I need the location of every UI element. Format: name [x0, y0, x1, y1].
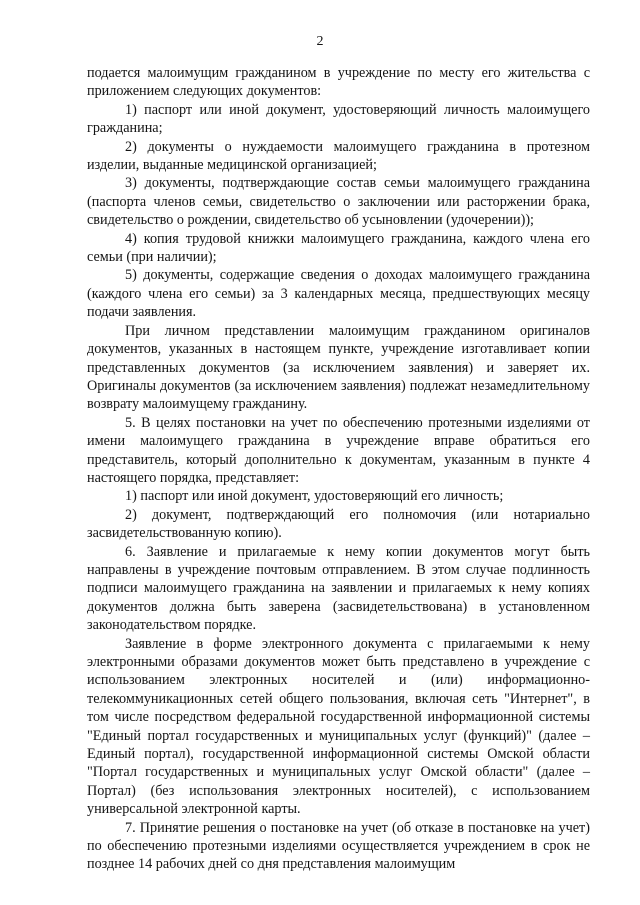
- document-body: [87, 64, 590, 874]
- page-number: 2: [316, 34, 324, 49]
- paragraph-intro: подается малоимущим гражданином в учреждение по месту его жительства с приложением следующих документов:: [87, 65, 590, 100]
- list-item-representative-passport: 1) паспорт или иной документ, удостоверяющий его личность;: [125, 488, 504, 505]
- paragraph-clause-6: 6. Заявление и прилагаемые к нему копии документов могут быть направлены в учреждение почтовым отправлением. В этом случае подлинность подписи малоимущего гражданина на заявлении и прилагаемых к нему копиях документов должна быть заверена (засвидетельствована) в установленном законодательством порядке.: [87, 543, 590, 634]
- list-item-representative-authority: 2) документ, подтверждающий его полномочия (или нотариально засвидетельствованную копию).: [87, 506, 590, 542]
- list-item-2-medical-docs: 2) документы о нуждаемости малоимущего гражданина в протезном изделии, выданные медицинской организацией;: [87, 138, 590, 174]
- list-item-3-family-docs: 3) документы, подтверждающие состав семьи малоимущего гражданина (паспорта членов семьи, свидетельство о заключении или расторжении брака, свидетельство о рождении, свидетельство об усыновлении (удочерении));: [87, 175, 590, 229]
- paragraph-originals: При личном представлении малоимущим гражданином оригиналов документов, указанных в настоящем пункте, учреждение изготавливает копии представленных документов (за исключением заявления) и заверяет их. Оригиналы документов (за исключением заявления) подлежат незамедлительному возврату малоимущему гражданину.: [87, 322, 590, 413]
- paragraph-clause-7: 7. Принятие решения о постановке на учет (об отказе в постановке на учет) по обеспечению протезными изделиями осуществляется учреждением в срок не позднее 14 рабочих дней со дня представления малоимущим: [87, 819, 590, 873]
- paragraph-clause-5: 5. В целях постановки на учет по обеспечению протезными изделиями от имени малоимущего гражданина в учреждение вправе обратиться его представитель, который дополнительно к документам, указанным в пункте 4 настоящего порядка, представляет:: [87, 414, 590, 486]
- list-item-1-passport: 1) паспорт или иной документ, удостоверяющий личность малоимущего гражданина;: [87, 101, 590, 137]
- list-item-5-income-docs: 5) документы, содержащие сведения о доходах малоимущего гражданина (каждого члена его семьи) за 3 календарных месяца, предшествующих месяцу подачи заявления.: [87, 267, 590, 321]
- list-item-4-work-book: 4) копия трудовой книжки малоимущего гражданина, каждого члена его семьи (при наличии);: [87, 230, 590, 266]
- paragraph-electronic-submission: Заявление в форме электронного документа с прилагаемыми к нему электронными образами документов может быть представлено в учреждение с использованием электронных носителей и (или) информационно-телекоммуникационных сетей общего пользования, включая сеть "Интернет", в том числе посредством федеральной государственной информационной системы "Единый портал государственных и муниципальных услуг (функций)" (далее – Единый портал), государственной информационной системы Омской области "Портал государственных и муниципальных услуг Омской области" (далее – Портал) (без использования электронных носителей), с использованием универсальной электронной карты.: [87, 635, 590, 818]
